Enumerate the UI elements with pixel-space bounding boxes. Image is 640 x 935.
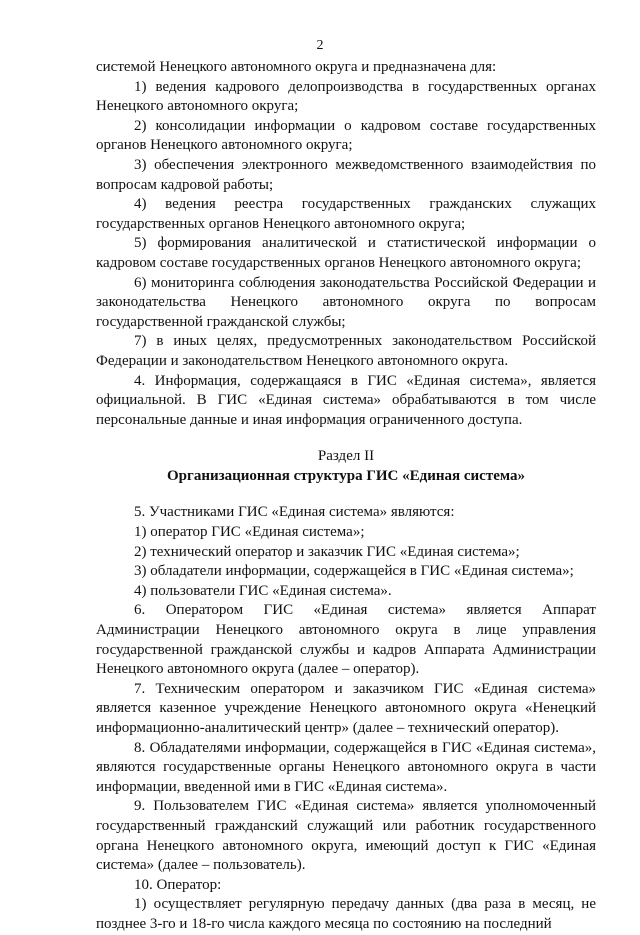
page-number: 2 <box>316 38 324 53</box>
paragraph: 1) оператор ГИС «Единая система»; <box>134 524 365 541</box>
paragraph: 6) мониторинга соблюдения законодательства Российской Федерации и законодательства Ненецкого автономного округа по вопросам государственной гражданской службы; <box>96 274 596 330</box>
paragraph: 3) обеспечения электронного межведомственного взаимодействия по вопросам кадровой работы; <box>96 156 596 193</box>
paragraph: 10. Оператор: <box>134 876 222 893</box>
section-title: Организационная структура ГИС «Единая система» <box>167 467 525 484</box>
paragraph: системой Ненецкого автономного округа и предназначена для: <box>96 59 497 75</box>
paragraph: 8. Обладателями информации, содержащейся в ГИС «Единая система», являются государственные органы Ненецкого автономного округа в части информации, введенной ими в ГИС «Единая система». <box>96 739 596 795</box>
section-label: Раздел II <box>317 448 375 465</box>
paragraph: 6. Оператором ГИС «Единая система» является Аппарат Администрации Ненецкого автономного округа в лице управления государственной гражданской службы и кадров Аппарата Администрации Ненецкого автономного округа (далее – оператор). <box>96 602 596 678</box>
paragraph: 3) обладатели информации, содержащейся в ГИС «Единая система»; <box>134 563 574 580</box>
paragraph: 4) ведения реестра государственных гражданских служащих государственных органов Ненецкого автономного округа; <box>96 196 596 232</box>
paragraph: 9. Пользователем ГИС «Единая система» является уполномоченный государственный гражданский служащий или работник государственного органа Ненецкого автономного округа, имеющий доступ к ГИС «Единая система» (далее – пользователь). <box>96 798 596 874</box>
paragraph: 7. Техническим оператором и заказчиком ГИС «Единая система» является казенное учреждение Ненецкого автономного округа «Ненецкий информационно-аналитический центр» (далее – технический оператор). <box>96 680 596 736</box>
paragraph: 1) ведения кадрового делопроизводства в государственных органах Ненецкого автономного округа; <box>96 78 596 115</box>
paragraph: 7) в иных целях, предусмотренных законодательством Российской Федерации и законодательством Ненецкого автономного округа. <box>96 333 596 369</box>
paragraph: 2) консолидации информации о кадровом составе государственных органов Ненецкого автономного округа; <box>96 117 596 154</box>
paragraph: 5) формирования аналитической и статистической информации о кадровом составе государственных органов Ненецкого автономного округа; <box>96 235 596 271</box>
paragraph: 2) технический оператор и заказчик ГИС «Единая система»; <box>134 543 520 560</box>
paragraph: 4) пользователи ГИС «Единая система». <box>134 582 392 599</box>
paragraph: 1) осуществляет регулярную передачу данных (два раза в месяц, не позднее 3-го и 18-го числа каждого месяца по состоянию на последний <box>96 896 596 932</box>
paragraph: 4. Информация, содержащаяся в ГИС «Единая система», является официальной. В ГИС «Единая система» обрабатываются в том числе персональные данные и иная информация ограниченного доступа. <box>96 372 596 428</box>
paragraph: 5. Участниками ГИС «Единая система» являются: <box>134 504 455 521</box>
document-body <box>96 58 596 935</box>
